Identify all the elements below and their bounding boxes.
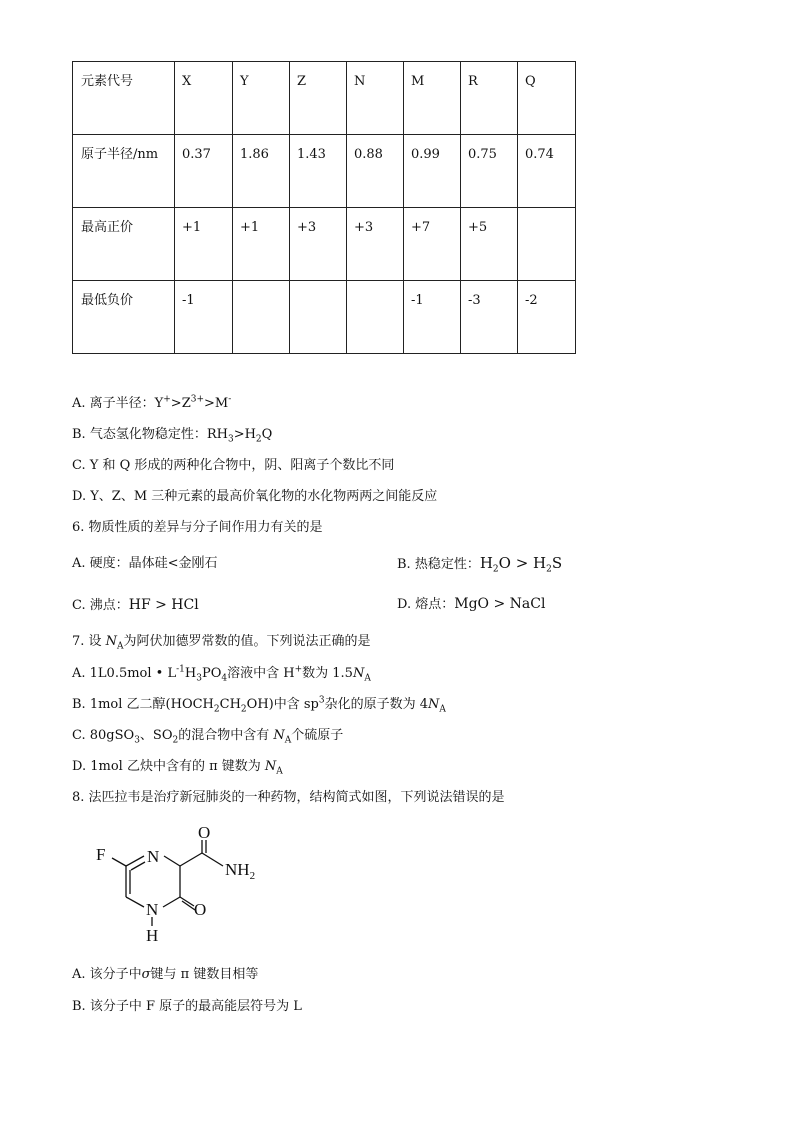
text: - <box>228 394 232 405</box>
text: MgO > NaCl <box>454 596 546 612</box>
q7-option-a <box>72 665 371 683</box>
text: D. 1mol 乙炔中含有的 π 键数为 <box>72 759 265 774</box>
text: B. 1mol 乙二醇(HOCH <box>72 697 214 712</box>
text: N <box>264 759 277 774</box>
text: 2 <box>240 704 247 715</box>
text: 4 <box>221 673 228 684</box>
table-row <box>73 281 576 354</box>
atom-f: F <box>96 845 106 864</box>
table-cell: Y <box>233 62 290 135</box>
text: + <box>294 664 303 675</box>
table-cell <box>347 281 404 354</box>
q7-option-d <box>72 758 283 776</box>
table-cell: 1.43 <box>290 135 347 208</box>
text: -1 <box>176 664 185 675</box>
molecule-bonds <box>112 840 223 926</box>
text: CH <box>219 697 241 712</box>
table-cell: 0.74 <box>518 135 576 208</box>
text: 2 <box>249 870 256 882</box>
text: A. 离子半径：Y <box>72 396 164 411</box>
text: B. 气态氢化物稳定性：RH <box>72 427 228 442</box>
q6-option-d <box>397 595 545 614</box>
atom-o-amide: O <box>198 823 211 842</box>
text: 2 <box>255 434 262 445</box>
text: A. 该分子中 <box>72 967 142 982</box>
text: NH <box>225 860 250 879</box>
table-cell: R <box>461 62 518 135</box>
text: D. 熔点： <box>397 597 455 612</box>
table-cell: 1.86 <box>233 135 290 208</box>
text: σ <box>141 967 151 982</box>
atom-h: H <box>146 926 159 945</box>
text: 个硫原子 <box>291 728 344 743</box>
element-data-table <box>72 61 576 354</box>
table-cell: -1 <box>175 281 233 354</box>
text: N <box>352 666 365 681</box>
table-row <box>73 62 576 135</box>
text: H <box>184 666 197 681</box>
text: 3 <box>134 735 140 746</box>
text: A <box>364 673 371 684</box>
table-cell: +1 <box>233 208 290 281</box>
text: O > H <box>498 554 547 572</box>
text: A <box>276 766 283 777</box>
text: C. 80gSO <box>72 728 135 743</box>
text: 溶液中含 H <box>227 666 295 681</box>
atom-nh2 <box>225 860 255 882</box>
text: 3+ <box>190 394 205 405</box>
table-cell: +3 <box>290 208 347 281</box>
q8-stem: 8. 法匹拉韦是治疗新冠肺炎的一种药物，结构简式如图，下列说法错误的是 <box>72 790 505 805</box>
table-cell: 0.99 <box>404 135 461 208</box>
favipiravir-structure <box>92 820 282 950</box>
text: Q <box>261 427 273 442</box>
text: >M <box>204 396 229 411</box>
table-cell: -2 <box>518 281 576 354</box>
q8-option-a <box>72 966 258 984</box>
text: 2 <box>213 704 220 715</box>
table-cell: 0.75 <box>461 135 518 208</box>
text: PO <box>201 666 222 681</box>
text: S <box>551 554 563 572</box>
text: H <box>479 554 493 572</box>
q6-option-c <box>72 596 199 615</box>
q7-stem <box>72 633 371 651</box>
text: >Z <box>170 396 191 411</box>
table-cell: X <box>175 62 233 135</box>
text: 数为 1.5 <box>302 666 353 681</box>
text: 2 <box>172 735 179 746</box>
table-cell: -1 <box>404 281 461 354</box>
text: 的混合物中含有 <box>178 728 274 743</box>
table-cell: 0.37 <box>175 135 233 208</box>
text: 3 <box>196 673 202 684</box>
text: 杂化的原子数为 4 <box>324 697 428 712</box>
text: N <box>273 728 285 743</box>
q5-option-c: C. Y 和 Q 形成的两种化合物中，阴、阳离子个数比不同 <box>72 458 395 473</box>
q5-option-b <box>72 426 272 444</box>
atom-o-ring: O <box>194 900 207 919</box>
table-cell: +7 <box>404 208 461 281</box>
table-cell: M <box>404 62 461 135</box>
table-cell: Q <box>518 62 576 135</box>
text: 键与 π 键数目相等 <box>150 967 259 982</box>
table-row <box>73 135 576 208</box>
table-cell: +3 <box>347 208 404 281</box>
atom-n: N <box>147 847 160 866</box>
atom-nh: N <box>146 900 159 919</box>
text: N <box>105 634 118 649</box>
q7-option-b <box>72 696 446 714</box>
text: 3 <box>227 434 234 445</box>
q6-option-a: A. 硬度：晶体硅<金刚石 <box>72 556 218 571</box>
text: 2 <box>492 564 499 575</box>
q8-option-b: B. 该分子中 F 原子的最高能层符号为 L <box>72 999 302 1014</box>
q5-option-a <box>72 395 231 413</box>
text: A. 1L0.5mol • L <box>72 666 177 681</box>
text: 、SO <box>139 728 173 743</box>
text: + <box>163 394 171 405</box>
table-cell <box>290 281 347 354</box>
text: A <box>117 641 124 652</box>
q5-option-d: D. Y、Z、M 三种元素的最高价氧化物的水化物两两之间能反应 <box>72 489 438 504</box>
table-cell: 元素代号 <box>73 62 175 135</box>
text: A <box>284 735 292 746</box>
table-row <box>73 208 576 281</box>
q7-option-c <box>72 727 343 745</box>
table-cell: 原子半径/nm <box>73 135 175 208</box>
table-cell: 0.88 <box>347 135 404 208</box>
text: >H <box>233 427 256 442</box>
table-cell: +1 <box>175 208 233 281</box>
text: C. 沸点： <box>72 598 129 613</box>
text: 为阿伏加德罗常数的值。下列说法正确的是 <box>123 634 371 649</box>
text: N <box>428 697 440 712</box>
table-cell <box>518 208 576 281</box>
table-cell: Z <box>290 62 347 135</box>
table-cell <box>233 281 290 354</box>
table-cell: 最低负价 <box>73 281 175 354</box>
text: HF > HCl <box>128 597 199 613</box>
q6-stem: 6. 物质性质的差异与分子间作用力有关的是 <box>72 520 323 535</box>
text: OH)中含 sp <box>246 697 319 712</box>
text: B. 热稳定性： <box>397 557 480 572</box>
text: A <box>439 704 446 715</box>
table-cell: 最高正价 <box>73 208 175 281</box>
text: 7. 设 <box>72 634 106 649</box>
table-cell: N <box>347 62 404 135</box>
table-cell: -3 <box>461 281 518 354</box>
text: 2 <box>546 564 552 575</box>
q6-option-b <box>397 554 562 574</box>
text: 3 <box>318 695 325 706</box>
table-cell: +5 <box>461 208 518 281</box>
